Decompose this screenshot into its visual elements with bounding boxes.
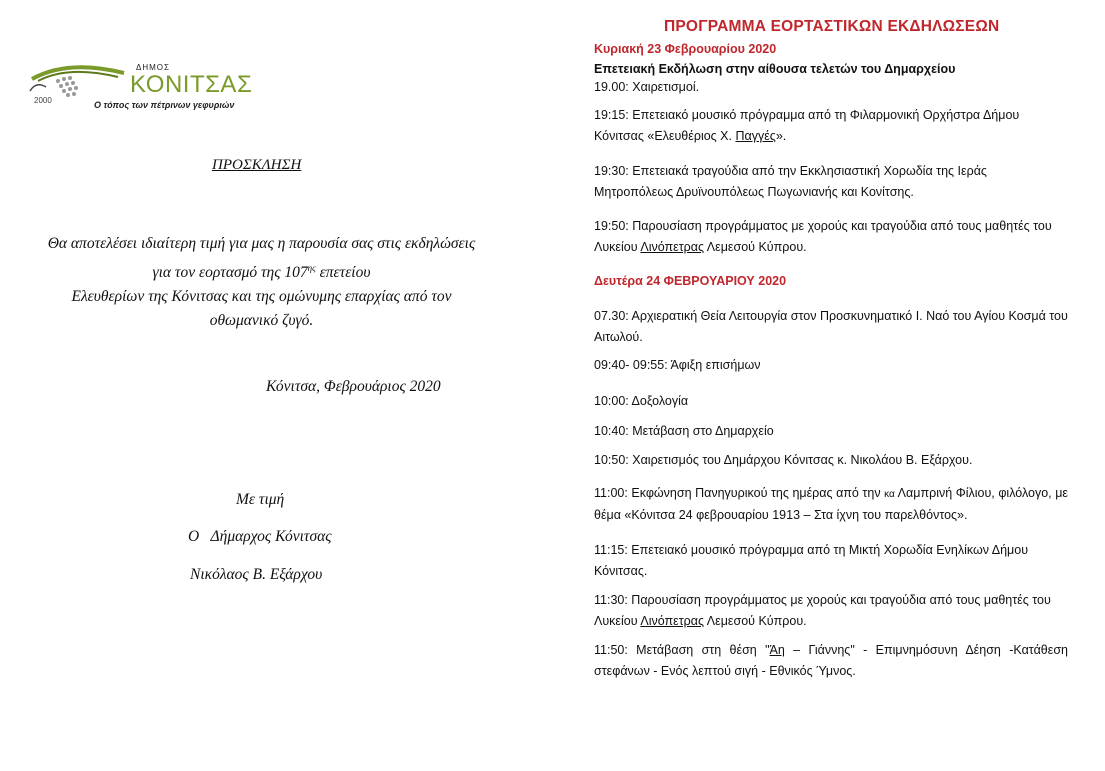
logo-dimos-label: ΔΗΜΟΣ <box>136 63 170 72</box>
day-heading-monday: Δευτέρα 24 ΦΕΒΡΟΥΑΡΙΟΥ 2020 <box>594 274 787 288</box>
program-item: 19:50: Παρουσίαση προγράμματος με χορούς και τραγούδια από τους μαθητές του Λυκείου Λινόπετρας Λεμεσού Κύπρου. <box>594 219 1052 254</box>
program-item: 10:00: Δοξολογία <box>594 394 689 408</box>
invitation-title: ΠΡΟΣΚΛΗΣΗ <box>212 157 302 173</box>
invitation-line: Θα αποτελέσει ιδιαίτερη τιμή για μας η παρουσία σας στις εκδηλώσεις <box>47 235 476 252</box>
signatory-name: Νικόλαος Β. Εξάρχου <box>190 566 323 583</box>
program-item: 11:30: Παρουσίαση προγράμματος με χορούς και τραγούδια από τους μαθητές του Λυκείου Λινόπετρας Λεμεσού Κύπρου. <box>594 593 1051 628</box>
program-item: 09:40- 09:55: Άφιξη επισήμων <box>594 358 761 372</box>
municipality-logo <box>28 57 268 117</box>
program-title: ΠΡΟΓΡΑΜΜΑ ΕΟΡΤΑΣΤΙΚΩΝ ΕΚΔΗΛΩΣΕΩΝ <box>664 18 1000 35</box>
place-date: Κόνιτσα, Φεβρουάριος 2020 <box>266 378 441 395</box>
program-item: 07.30: Αρχιερατική Θεία Λειτουργία στον Προσκυνηματικό Ι. Ναό του Αγίου Κοσμά του Αιτωλού. <box>594 309 1068 344</box>
program-item: 19.00: Χαιρετισμοί. <box>594 80 700 94</box>
svg-text:2000: 2000 <box>34 96 52 105</box>
program-item: 19:30: Επετειακά τραγούδια από την Εκκλησιαστική Χορωδία της Ιεράς Μητροπόλεως Δρυϊνουπόλεως Πωγωνιανής και Κονίτσης. <box>594 164 987 199</box>
program-item: 11:50: Μετάβαση στη θέση "Άη – Γιάννης" - Επιμνημόσυνη Δέηση -Κατάθεση στεφάνων - Ενός λεπτού σιγή - Εθνικός Ύμνος. <box>594 643 1068 678</box>
program-item: 10:50: Χαιρετισμός του Δημάρχου Κόνιτσας κ. Νικολάου Β. Εξάρχου. <box>594 453 973 467</box>
invitation-line: Ελευθερίων της Κόνιτσας και της ομώνυμης επαρχίας από τον <box>71 288 452 306</box>
event-subtitle: Επετειακή Εκδήλωση στην αίθουσα τελετών του Δημαρχείου <box>594 62 956 76</box>
signatory-title: Ο Δήμαρχος Κόνιτσας <box>188 528 332 545</box>
program-item: 11:15: Επετειακό μουσικό πρόγραμμα από τη Μικτή Χορωδία Ενηλίκων Δήμου Κόνιτσας. <box>594 543 1029 578</box>
logo-municipality-name: ΚΟΝΙΤΣΑΣ <box>130 71 253 98</box>
logo-tagline: Ο τόπος των πέτρινων γεφυριών <box>94 100 235 110</box>
invitation-line: για τον εορτασμό της $107^{\eta\varsigma}$ επετείου <box>152 263 371 282</box>
invitation-line: οθωμανικό ζυγό. <box>209 312 314 330</box>
day-heading-sunday: Κυριακή 23 Φεβρουαρίου 2020 <box>594 42 777 56</box>
program-item: 19:15: Επετειακό μουσικό πρόγραμμα από τη Φιλαρμονική Ορχήστρα Δήμου Κόνιτσας «Ελευθέριος Χ. Παγγές». <box>594 108 1020 143</box>
invitation-body <box>14 232 509 333</box>
program-item: 10:40: Μετάβαση στο Δημαρχείο <box>594 424 774 438</box>
closing-regards: Με τιμή <box>236 491 285 508</box>
program-item: 11:00: Εκφώνηση Πανηγυρικού της ημέρας από την κα Λαμπρινή Φίλιου, φιλόλογο, με θέμα «Κόνιτσα 24 φεβρουαρίου 1913 – Στα ίχνη του παρελθόντος». <box>594 486 1068 522</box>
